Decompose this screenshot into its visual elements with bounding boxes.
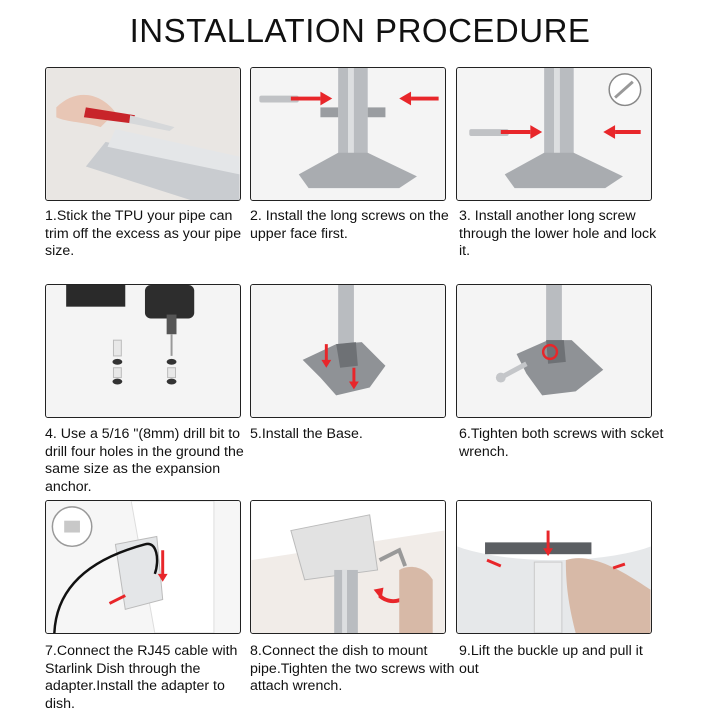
step-2-image (250, 67, 446, 201)
step-7-image (45, 500, 241, 634)
step-8-image (250, 500, 446, 634)
step-4-caption: 4. Use a 5/16 "(8mm) drill bit to drill four holes in the ground the same size as the expansion anchor. (45, 426, 244, 495)
step-1-image (45, 67, 241, 201)
step-9-caption: 9.Lift the buckle up and pull it out (459, 643, 643, 677)
step-6-image (456, 284, 652, 418)
step-5-image (250, 284, 446, 418)
step-5-caption: 5.Install the Base. (250, 426, 363, 442)
step-7-caption: 7.Connect the RJ45 cable with Starlink Dish through the adapter.Install the adapter to dish. (45, 643, 238, 712)
step-3-image (456, 67, 652, 201)
step-1-caption: 1.Stick the TPU your pipe can trim off the excess as your pipe size. (45, 208, 242, 259)
drill-icon (145, 285, 194, 318)
step-8-caption: 8.Connect the dish to mount pipe.Tighten the two screws with attach wrench. (250, 643, 455, 694)
step-9-image (456, 500, 652, 634)
step-4-image (45, 284, 241, 418)
step-2-caption: 2. Install the long screws on the upper face first. (250, 208, 449, 242)
step-6-caption: 6.Tighten both screws with scket wrench. (459, 426, 664, 460)
step-3-caption: 3. Install another long screw through the lower hole and lock it. (459, 208, 657, 259)
page-title: INSTALLATION PROCEDURE (129, 12, 591, 49)
